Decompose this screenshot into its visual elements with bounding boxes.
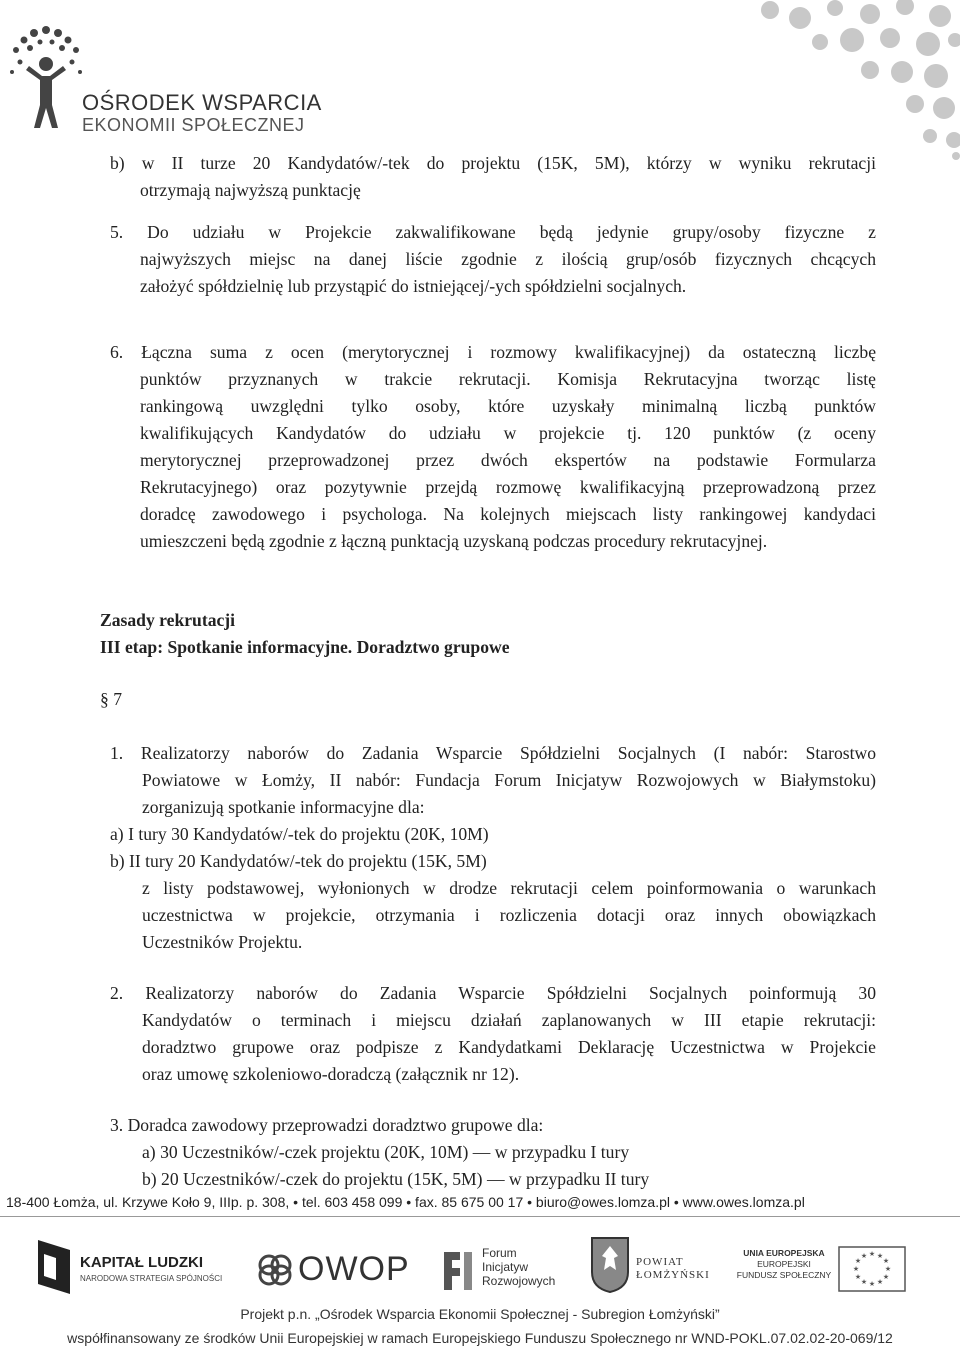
forum-logo (440, 1244, 570, 1300)
text-line: Kandydatów o terminach i miejscu działań zaplanowanych w III etapie rekrutacji: (142, 1010, 876, 1030)
eu-flag-icon (838, 1246, 906, 1292)
owop-logo (256, 1248, 410, 1292)
eu-line2: EUROPEJSKI (757, 1259, 811, 1269)
item-b-top (110, 150, 876, 204)
text-line: założyć spółdzielnię lub przystąpić do istniejącej/-ych spółdzielni socjalnych. (140, 276, 687, 296)
eu-text (736, 1248, 832, 1281)
logo-line1: OŚRODEK WSPARCIA (82, 90, 322, 115)
text-line: 1. Realizatorzy naborów do Zadania Wsparcie Spółdzielni Socjalnych (I nabór: Starostwo (110, 743, 876, 763)
text-line: b) w II turze 20 Kandydatów/-tek do projektu (15K, 5M), którzy w wyniku rekrutacji (110, 153, 876, 173)
text-line: Powiatowe w Łomży, II nabór: Fundacja Forum Inicjatyw Rozwojowych w Białymstoku) (142, 770, 876, 790)
s7-point-3 (110, 1112, 876, 1193)
footer-divider (0, 1216, 960, 1217)
point-5 (110, 219, 876, 300)
text-line: 5. Do udziału w Projekcie zakwalifikowane będą jedynie grupy/osoby fizyczne z (110, 222, 876, 242)
list-item: a) I tury 30 Kandydatów/-tek do projektu (20K, 10M) (110, 824, 489, 844)
owop-name: OWOP (298, 1250, 410, 1288)
svg-text:★: ★ (868, 1250, 876, 1258)
svg-text:★: ★ (876, 1252, 884, 1260)
text-line: oraz umowę szkoleniowo-doradczą (załącznik nr 12). (142, 1064, 520, 1084)
text-line: merytorycznej przeprowadzonej przez dwóch ekspertów na podstawie Formularza (140, 450, 876, 470)
forum-line3: Rozwojowych (482, 1274, 556, 1288)
list-item: b) II tury 20 Kandydatów/-tek do projektu (15K, 5M) (110, 851, 487, 871)
s7-point-2 (110, 980, 876, 1088)
text-line: 2. Realizatorzy naborów do Zadania Wsparcie Spółdzielni Socjalnych poinformują 30 (110, 983, 876, 1003)
text-line: Rekrutacyjnego) oraz pozytywnie przejdą rozmowę kwalifikacyjną przeprowadzoną przez (140, 477, 876, 497)
powiat-line2: ŁOMŻYŃSKI (636, 1269, 710, 1281)
footer-address: 18-400 Łomża, ul. Krzywe Koło 9, IIIp. p. 308, • tel. 603 458 099 • fax. 85 675 00 17 • biuro@owes.lomza.pl • www.owes.lomza.pl (6, 1194, 805, 1210)
text-line: rankingową uwzględni tylko osoby, które uzyskały minimalną liczbą punktów (140, 396, 876, 416)
s7-point-1 (110, 740, 876, 956)
forum-emblem-icon (440, 1248, 476, 1294)
text-line: doradcę zawodowego i psychologa. Na kolejnych miejscach listy rankingowej kandydaci (140, 504, 876, 524)
text-line: umieszczeni będą zgodnie z łączną punktacją uzyskaną podczas procedury rekrutacyjnej. (140, 531, 768, 551)
kapital-ludzki-emblem-icon (34, 1240, 74, 1294)
powiat-logo (590, 1236, 710, 1298)
svg-text:★: ★ (884, 1265, 892, 1273)
section-title: Zasady rekrutacji (100, 610, 236, 630)
logo-line2: EKONOMII SPOŁECZNEJ (82, 115, 305, 135)
svg-text:★: ★ (868, 1280, 876, 1288)
svg-text:★: ★ (854, 1273, 862, 1281)
powiat-coat-of-arms-icon (590, 1236, 630, 1294)
eu-logo (736, 1246, 936, 1296)
text-line: 6. Łączna suma z ocen (merytorycznej i rozmowy kwalifikacyjnej) da ostateczną liczbę (110, 342, 876, 362)
forum-name (482, 1246, 555, 1288)
forum-line2: Inicjatyw (482, 1260, 529, 1274)
svg-text:★: ★ (852, 1265, 860, 1273)
page-header (0, 0, 960, 140)
svg-text:★: ★ (882, 1273, 890, 1281)
text-line: punktów przyznanych w trakcie rekrutacji. Komisja Rekrutacyjna tworząc listę (140, 369, 876, 389)
text-line: zorganizują spotkanie informacyjne dla: (142, 797, 425, 817)
text-line: 3. Doradca zawodowy przeprowadzi doradztwo grupowe dla: (110, 1115, 544, 1135)
kapital-ludzki-logo (34, 1238, 224, 1298)
kapital-ludzki-name: KAPITAŁ LUDZKI (80, 1254, 204, 1271)
cofinance-line: współfinansowany ze środków Unii Europejskiej w ramach Europejskiego Funduszu Społecznego nr WND-POKL.07.02.02-20-069/12 (67, 1330, 893, 1346)
svg-text:★: ★ (860, 1252, 868, 1260)
svg-text:★: ★ (860, 1278, 868, 1286)
forum-line1: Forum (482, 1246, 517, 1260)
eu-line3: FUNDUSZ SPOŁECZNY (736, 1270, 832, 1280)
kapital-ludzki-tagline: NARODOWA STRATEGIA SPÓJNOŚCI (80, 1274, 223, 1283)
owop-knot-icon (256, 1252, 294, 1288)
text-line: uczestnictwa w projekcie, otrzymania i rozliczenia dotacji oraz innych obowiązkach (142, 905, 876, 925)
section-subtitle: III etap: Spotkanie informacyjne. Doradztwo grupowe (100, 637, 510, 657)
list-item: b) 20 Uczestników/-czek do projektu (15K, 5M) — w przypadku II tury (142, 1169, 650, 1189)
eu-line1: UNIA EUROPEJSKA (743, 1248, 825, 1258)
paragraph-mark: § 7 (100, 689, 122, 709)
text-line: kwalifikujących Kandydatów do udziału w projekcie tj. 120 punktów (z oceny (140, 423, 876, 443)
list-item: a) 30 Uczestników/-czek projektu (20K, 10M) — w przypadku I tury (142, 1142, 630, 1162)
text-line: z listy podstawowej, wyłonionych w drodze rekrutacji celem poinformowania o warunkach (142, 878, 876, 898)
svg-text:★: ★ (876, 1278, 884, 1286)
svg-text:★: ★ (882, 1257, 890, 1265)
owes-logo-figure-icon (6, 20, 86, 130)
project-name-line: Projekt p.n. „Ośrodek Wsparcia Ekonomii Społecznej - Subregion Łomżyński” (240, 1306, 720, 1322)
text-line: doradztwo grupowe oraz podpisze z Kandydatkami Deklarację Uczestnictwa w Projekcie (142, 1037, 876, 1057)
corner-dots-decoration-icon (730, 0, 960, 160)
text-line: najwyższych miejsc na danej liście zgodnie z ilością grup/osób fizycznych chcących (140, 249, 876, 269)
powiat-line1: POWIAT (636, 1256, 684, 1268)
text-line: otrzymają najwyższą punktację (140, 180, 361, 200)
powiat-name (636, 1256, 710, 1282)
svg-text:★: ★ (854, 1257, 862, 1265)
text-line: Uczestników Projektu. (142, 932, 303, 952)
point-6 (110, 339, 876, 555)
